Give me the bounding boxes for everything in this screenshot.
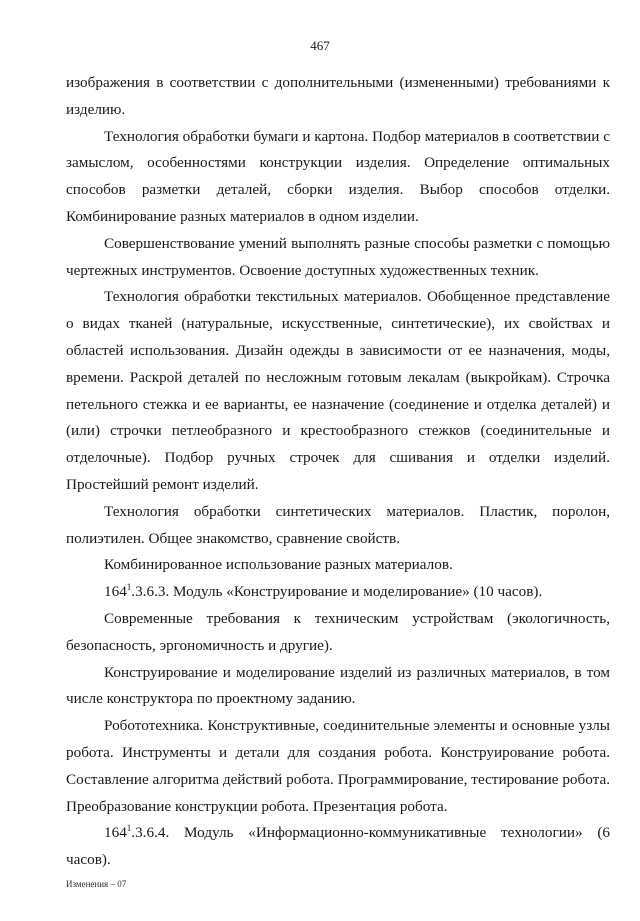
module-title: .3.6.4. Модуль «Информационно-коммуникативные технологии» (6 часов). bbox=[66, 824, 610, 869]
module-heading-ict bbox=[66, 820, 610, 874]
page-number: 467 bbox=[310, 38, 330, 53]
module-number: 164 bbox=[104, 583, 127, 601]
module-title: .3.6.3. Модуль «Конструирование и моделирование» (10 часов). bbox=[131, 583, 543, 601]
document-body bbox=[66, 70, 610, 874]
paragraph-textile-technology: Технология обработки текстильных материалов. Обобщенное представление о видах тканей (натуральные, искусственные, синтетические), их свойствах и областей использования. Дизайн одежды в зависимости от ее назначения, моды, времени. Раскрой деталей по несложным готовым лекалам (выкройкам). Строчка петельного стежка и ее варианты, ее назначение (соединение и отделка деталей) и (или) строчки петлеобразного и крестообразного стежков (соединительные и отделочные). Подбор ручных строчек для сшивания и отделки изделий. Простейший ремонт изделий. bbox=[66, 288, 610, 493]
paragraph-paper-technology: Технология обработки бумаги и картона. Подбор материалов в соответствии с замыслом, особенностями конструкции изделия. Определение оптимальных способов разметки деталей, сборки изделия. Выбор способов отделки. Комбинирование разных материалов в одном изделии. bbox=[66, 127, 610, 225]
paragraph-synthetic-materials: Технология обработки синтетических материалов. Пластик, поролон, полиэтилен. Общее знакомство, сравнение свойств. bbox=[66, 502, 610, 547]
paragraph-robotics: Робототехника. Конструктивные, соединительные элементы и основные узлы робота. Инструменты и детали для создания робота. Конструирование робота. Составление алгоритма действий робота. Программирование, тестирование робота. Преобразование конструкции робота. Презентация робота. bbox=[66, 717, 610, 815]
footer-revision: Изменения – 07 bbox=[66, 879, 127, 889]
paragraph-modern-requirements: Современные требования к техническим устройствам (экологичность, безопасность, эргономичность и другие). bbox=[66, 609, 610, 654]
paragraph-continuation: изображения в соответствии с дополнительными (измененными) требованиями к изделию. bbox=[66, 74, 610, 118]
paragraph-construction-modeling: Конструирование и моделирование изделий из различных материалов, в том числе конструктора по проектному заданию. bbox=[66, 663, 610, 708]
module-number: 164 bbox=[104, 824, 127, 842]
module-superscript: 1 bbox=[126, 823, 132, 834]
paragraph-combined-materials: Комбинированное использование разных материалов. bbox=[104, 556, 453, 574]
paragraph-marking-skills: Совершенствование умений выполнять разные способы разметки с помощью чертежных инструментов. Освоение доступных художественных техник. bbox=[66, 234, 610, 279]
module-superscript: 1 bbox=[126, 582, 132, 593]
module-heading-construction bbox=[66, 579, 610, 606]
